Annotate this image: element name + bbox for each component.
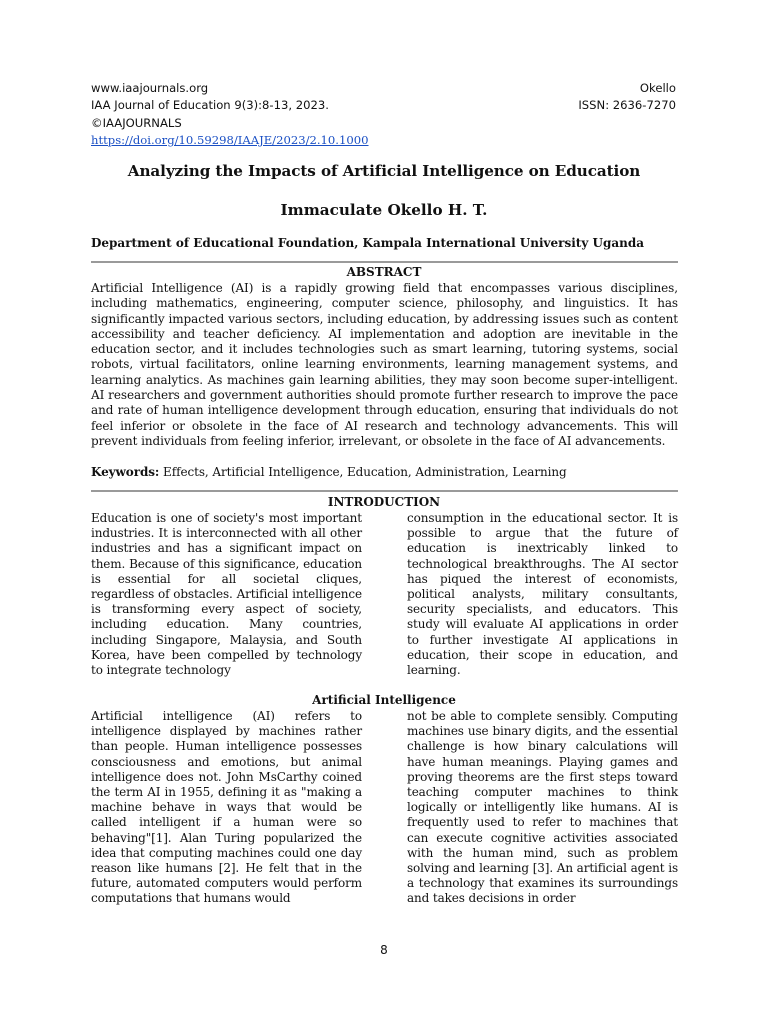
author-affiliation: Department of Educational Foundation, Kampala International University Uganda	[91, 236, 645, 250]
paper-title: Analyzing the Impacts of Artificial Intelligence on Education	[127, 162, 641, 180]
journal-website: www.iaajournals.org	[91, 81, 209, 95]
abstract-text: Artificial Intelligence (AI) is a rapidly growing field that encompasses various disciplines, including mathematics, engineering, computer science, philosophy, and linguistics. It has significantly impacted various sectors, including education, by addressing issues such as content accessibility and teacher deficiency. AI implementation and adoption are inevitable in the education sector, and it includes technologies such as smart learning, tutoring systems, social robots, virtual facilitators, online learning environments, learning management systems, and learning analytics. As machines gain learning abilities, they may soon become super-intelligent. AI researchers and government authorities should promote further research to improve the pace and rate of human intelligence development through education, ensuring that individuals do not feel inferior or obsolete in the face of AI research and technology advancements. This will prevent individuals from feeling inferior, irrelevant, or obsolete in the face of AI advancements.	[91, 281, 678, 448]
keywords-line	[91, 465, 678, 480]
header-author: Okello	[639, 81, 676, 95]
issn-label: ISSN: 2636-7270	[578, 98, 676, 113]
introduction-heading: INTRODUCTION	[327, 495, 441, 509]
page-number: 8	[380, 943, 388, 957]
copyright-notice: ©IAAJOURNALS	[91, 115, 182, 130]
running-header-right	[416, 80, 676, 115]
ai-section-column-left: Artificial intelligence (AI) refers to intelligence displayed by machines rather than people. Human intelligence possesses consciousness and emotions, but animal intelligence does not. John MsCarthy coined the term AI in 1955, defining it as "making a machine behave in ways that would be called intelligent if a human were so behaving"[1]. Alan Turing popularized the idea that computing machines could one day reason like humans [2]. He felt that in the future, automated computers would perform computations that humans would	[91, 709, 362, 906]
ai-section-column-right: not be able to complete sensibly. Computing machines use binary digits, and the essential challenge is how binary calculations will have human meanings. Playing games and proving theorems are the first steps toward teaching computer machines to think logically or intelligently like humans. AI is frequently used to refer to machines that can execute cognitive activities associated with the human mind, such as problem solving and learning [3]. An artificial agent is a technology that examines its surroundings and takes decisions in order	[407, 709, 678, 906]
author-name: Immaculate Okello H. T.	[280, 201, 488, 219]
keywords-list: Effects, Artificial Intelligence, Education, Administration, Learning	[163, 465, 567, 479]
doi-link[interactable]: https://doi.org/10.59298/IAAJE/2023/2.10.1000	[91, 132, 369, 147]
keywords-label: Keywords:	[91, 465, 160, 479]
ai-section-heading: Artificial Intelligence	[312, 693, 456, 707]
introduction-column-right: consumption in the educational sector. It is possible to argue that the future of education is inextricably linked to technological breakthroughs. The AI sector has piqued the interest of economists, political analysts, military consultants, security specialists, and educators. This study will evaluate AI applications in order to further investigate AI applications in education, their scope in education, and learning.	[407, 511, 678, 678]
abstract-top-rule	[91, 261, 678, 263]
abstract-heading: ABSTRACT	[346, 265, 422, 279]
introduction-column-left: Education is one of society's most important industries. It is interconnected with all other industries and has a significant impact on them. Because of this significance, education is essential for all societal cliques, regardless of obstacles. Artificial intelligence is transforming every aspect of society, including education. Many countries, including Singapore, Malaysia, and South Korea, have been compelled by technology to integrate technology	[91, 511, 362, 678]
abstract-bottom-rule	[91, 490, 678, 492]
journal-citation: IAA Journal of Education 9(3):8-13, 2023.	[91, 98, 329, 113]
